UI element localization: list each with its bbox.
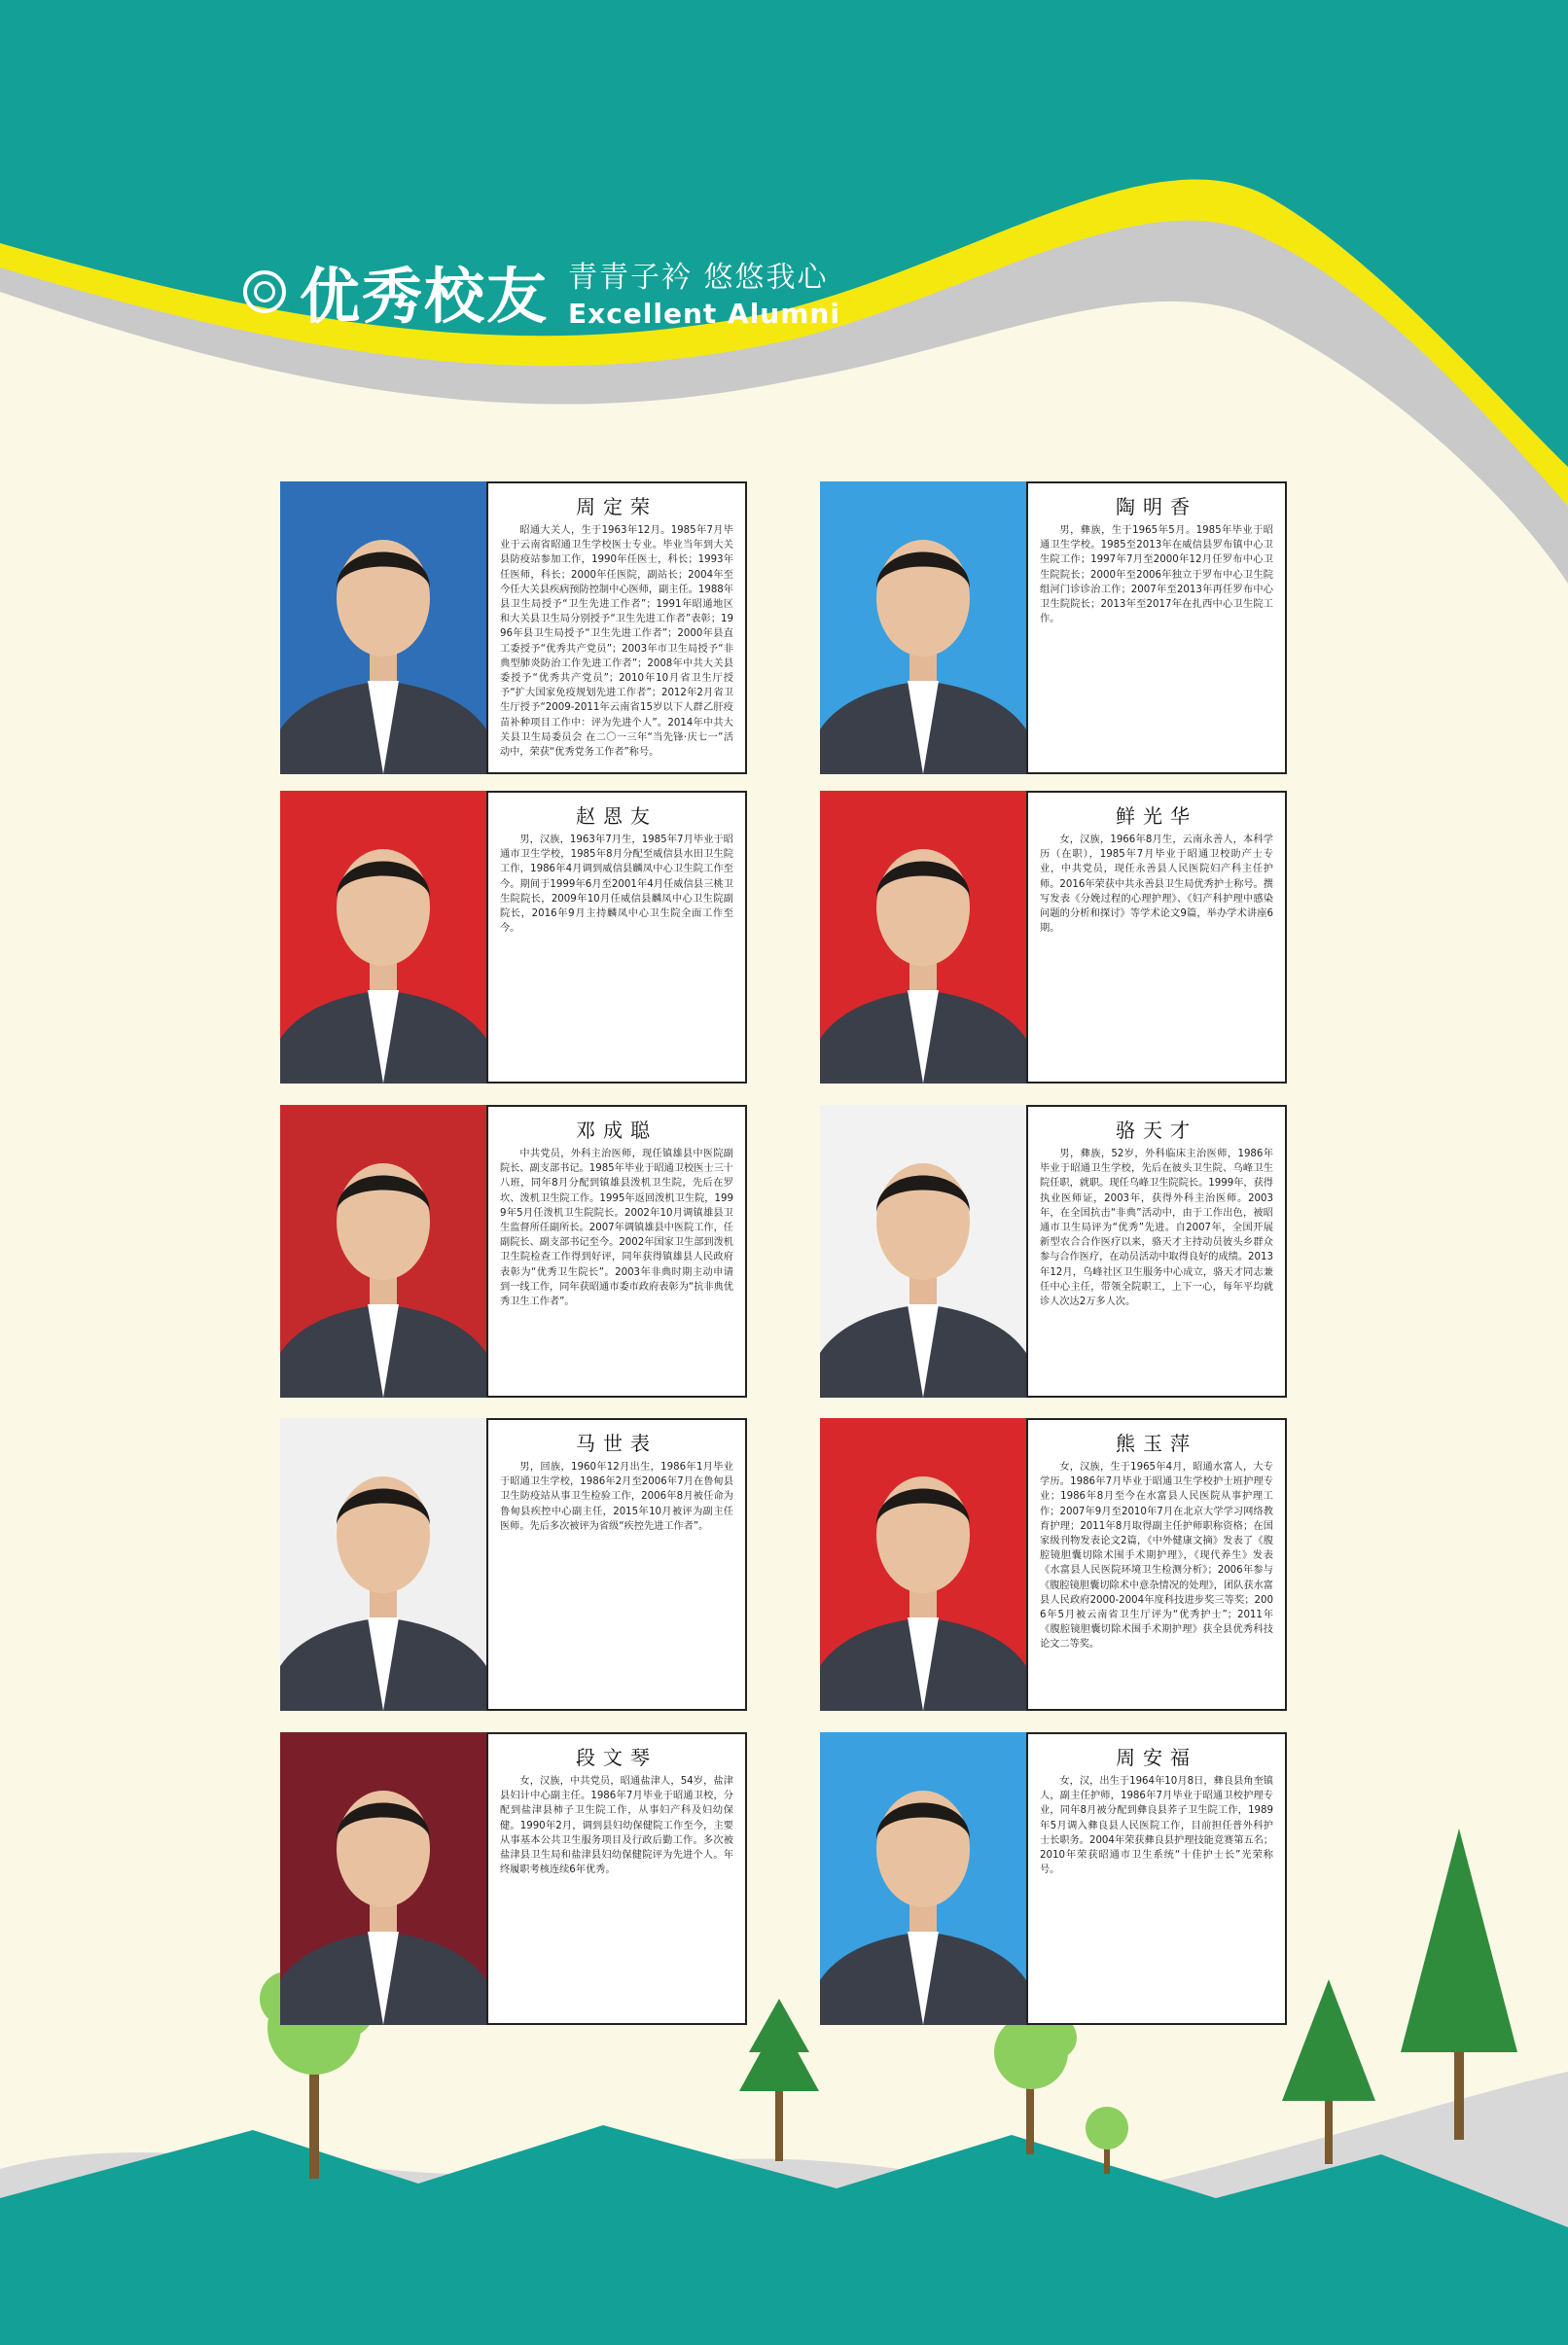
alumni-name: 段文琴 [576, 1746, 658, 1769]
alumni-bio [486, 481, 747, 774]
alumni-bio [486, 1732, 747, 2025]
header [243, 248, 840, 335]
title-side-block [568, 253, 840, 330]
alumni-photo [280, 1105, 486, 1398]
alumni-name: 马世表 [576, 1432, 658, 1455]
alumni-photo [280, 1732, 486, 2025]
alumni-card [820, 1418, 1287, 1711]
alumni-photo [280, 481, 486, 774]
alumni-bio [486, 791, 747, 1084]
alumni-photo [820, 1418, 1026, 1711]
alumni-card [280, 1105, 747, 1398]
alumni-name: 邓成聪 [576, 1119, 658, 1142]
alumni-card [280, 1732, 747, 2025]
alumni-name: 骆天才 [1116, 1119, 1197, 1142]
alumni-bio-text: 男，彝族，生于1965年5月。1985年毕业于昭通卫生学校。1985至2013年在威信县罗布镇中心卫生院工作；1997年7月至2000年12月任罗布中心卫生院院长；2000年至2006年独立于罗布中心卫生院组河门诊诊治工作；2007年至2013年再任罗布中心卫生院院长；2013年至2017年在扎西中心卫生院工作。 [1040, 525, 1273, 625]
alumni-bio [1026, 1732, 1287, 2025]
alumni-bio [486, 1105, 747, 1398]
alumni-bio [1026, 1418, 1287, 1711]
alumni-bio-text: 女，汉族，生于1965年4月，昭通水富人，大专学历。1986年7月毕业于昭通卫生学校护士班护理专业；1986年8月至今在水富县人民医院从事护理工作；2007年9月至2010年7月在北京大学学习网络教育护理；2011年8月取得副主任护师职称资格；在国家级刊物发表论文2篇，《中外健康文摘》发表了《腹腔镜胆囊切除术围手术期护理》，《现代养生》发表《水富县人民医院环境卫生检测分析》；2006年参与《腹腔镜胆囊切除术中意杂情况的处理》，团队获水富县人民政府2000-2004年度科技进步奖三等奖；2006年5月被云南省卫生厅评为“优秀护士”；2011年《腹腔镜胆囊切除术围手术期护理》获全县优秀科技论文二等奖。 [1040, 1462, 1273, 1651]
alumni-bio [1026, 791, 1287, 1084]
alumni-card [820, 791, 1287, 1084]
alumni-photo [820, 1105, 1026, 1398]
alumni-bio-text: 男，彝族，52岁，外科临床主治医师，1986年毕业于昭通卫生学校，先后在彼头卫生院、乌峰卫生院任职，就职。现任乌峰卫生院院长。1999年，获得执业医师证，2003年，获得外科主治医师。2003年，在全国抗击“非典”活动中，由于工作出色，被昭通市卫生局评为“优秀”先进。自2007年，全国开展新型农合合作医疗以来，骆天才主持动员彼头乡群众参与合作医疗，在动员活动中取得良好的成绩。2013年12月，乌峰社区卫生服务中心成立，骆天才同志兼任中心主任，带领全院职工，上下一心，每年平均就诊人次达2万多人次。 [1040, 1149, 1273, 1308]
alumni-card [280, 1418, 747, 1711]
alumni-bio [1026, 1105, 1287, 1398]
alumni-bio [486, 1418, 747, 1711]
alumni-card [280, 481, 747, 774]
alumni-name: 周定荣 [576, 495, 658, 518]
alumni-photo [820, 791, 1026, 1084]
double-circle-icon [243, 270, 286, 313]
english-title: Excellent Alumni [568, 298, 840, 330]
alumni-bio-text: 女，汉，出生于1964年10月8日，彝良县角奎镇人，副主任护师，1986年7月毕业于昭通卫校护理专业，同年8月被分配到彝良县荞子卫生院工作，1989年5月调入彝良县人民医院工作，目前担任普外科护士长职务。2004年荣获彝良县护理技能竞赛第五名；2010年荣获昭通市卫生系统“十佳护士长”光荣称号。 [1040, 1776, 1273, 1876]
alumni-bio-text: 男，汉族，1963年7月生，1985年7月毕业于昭通市卫生学校，1985年8月分配至威信县水田卫生院工作，1986年4月调到威信县麟凤中心卫生院工作至今。期间于1999年6月至2001年4月任威信县三桃卫生院院长，2009年10月任威信县麟凤中心卫生院副院长，2016年9月主持麟凤中心卫生院全面工作至今。 [500, 835, 733, 935]
alumni-bio-text: 男，回族，1960年12月出生，1986年1月毕业于昭通卫生学校，1986年2月至2006年7月在鲁甸县卫生防疫站从事卫生检验工作，2006年8月被任命为鲁甸县疾控中心副主任，2015年10月被评为副主任医师。先后多次被评为省级“疾控先进工作者”。 [500, 1462, 733, 1532]
alumni-card [820, 481, 1287, 774]
alumni-bio [1026, 481, 1287, 774]
tree-left-pine [739, 1999, 819, 2161]
alumni-name: 陶明香 [1116, 495, 1197, 518]
alumni-photo [280, 1418, 486, 1711]
slogan: 青青子衿 悠悠我心 [568, 261, 829, 295]
alumni-photo [820, 1732, 1026, 2025]
alumni-name: 鲜光华 [1116, 804, 1197, 828]
alumni-name: 周安福 [1116, 1746, 1197, 1769]
alumni-bio-text: 昭通大关人，生于1963年12月。1985年7月毕业于云南省昭通卫生学校医士专业。毕业当年到大关县防疫站参加工作，1990年任医士，科长；1993年任医师，科长；2000年任医院，副站长；2004年至今任大关县疾病预防控制中心医师，副主任。1988年县卫生局授予“卫生先进工作者”；1991年昭通地区和大关县卫生局分别授予“卫生先进工作者”表彰；1996年县卫生局授予“卫生先进工作者”；2000年县直工委授予“优秀共产党员”；2003年市卫生局授予“非典型肺炎防治工作先进工作者”；2008年中共大关县委授予“优秀共产党员”；2010年10月省卫生厅授予“扩大国家免疫规划先进工作者”；2012年2月省卫生厅授予“2009-2011年云南省15岁以下人群乙肝疫苗补种项目工作中：评为先进个人”。2014年中共大关县卫生局委员会 在二〇一三年“当先锋·庆七一”活动中，荣获“优秀党务工作者”称号。 [500, 525, 733, 759]
alumni-name: 赵恩友 [576, 804, 658, 828]
alumni-photo [280, 791, 486, 1084]
alumni-name: 熊玉萍 [1116, 1432, 1197, 1455]
alumni-card [820, 1732, 1287, 2025]
alumni-bio-text: 女，汉族，1966年8月生，云南永善人，本科学历（在职），1985年7月毕业于昭通卫校助产士专业，中共党员，现任永善县人民医院妇产科主任护师。2016年荣获中共永善县卫生局优秀护士称号。撰写发表《分娩过程的心理护理》、《妇产科护理中感染问题的分析和探讨》等学术论文9篇，举办学术讲座6期。 [1040, 835, 1273, 935]
page-title: 优秀校友 [300, 261, 550, 332]
alumni-card [280, 791, 747, 1084]
alumni-bio-text: 中共党员，外科主治医师，现任镇雄县中医院副院长、副支部书记。1985年毕业于昭通卫校医士三十八班，同年8月分配到镇雄县泼机卫生院，先后在罗坎、泼机卫生院工作。1995年返回泼机卫生院，1999年5月任泼机卫生院院长。2002年10月调镇雄县卫生监督所任副所长。2007年调镇雄县中医院工作，任副院长、副支部书记至今。2002年国家卫生部到泼机卫生院检查工作得到好评，同年获得镇雄县人民政府表彰为“优秀卫生院长”。2003年非典时期主动申请到一线工作，同年获昭通市委市政府表彰为“抗非典优秀卫生工作者”。 [500, 1149, 733, 1308]
alumni-card [820, 1105, 1287, 1398]
header-teal-band [0, 0, 1568, 467]
alumni-bio-text: 女，汉族，中共党员，昭通盐津人，54岁，盐津县妇计中心副主任。1986年7月毕业于昭通卫校，分配到盐津县柿子卫生院工作，从事妇产科及妇幼保健。1990年2月，调到县妇幼保健院工作至今，主要从事基本公共卫生服务项目及行政后勤工作。多次被盐津县卫生局和盐津县妇幼保健院评为先进个人。年终履职考核连续6年优秀。 [500, 1776, 733, 1876]
alumni-photo [820, 481, 1026, 774]
